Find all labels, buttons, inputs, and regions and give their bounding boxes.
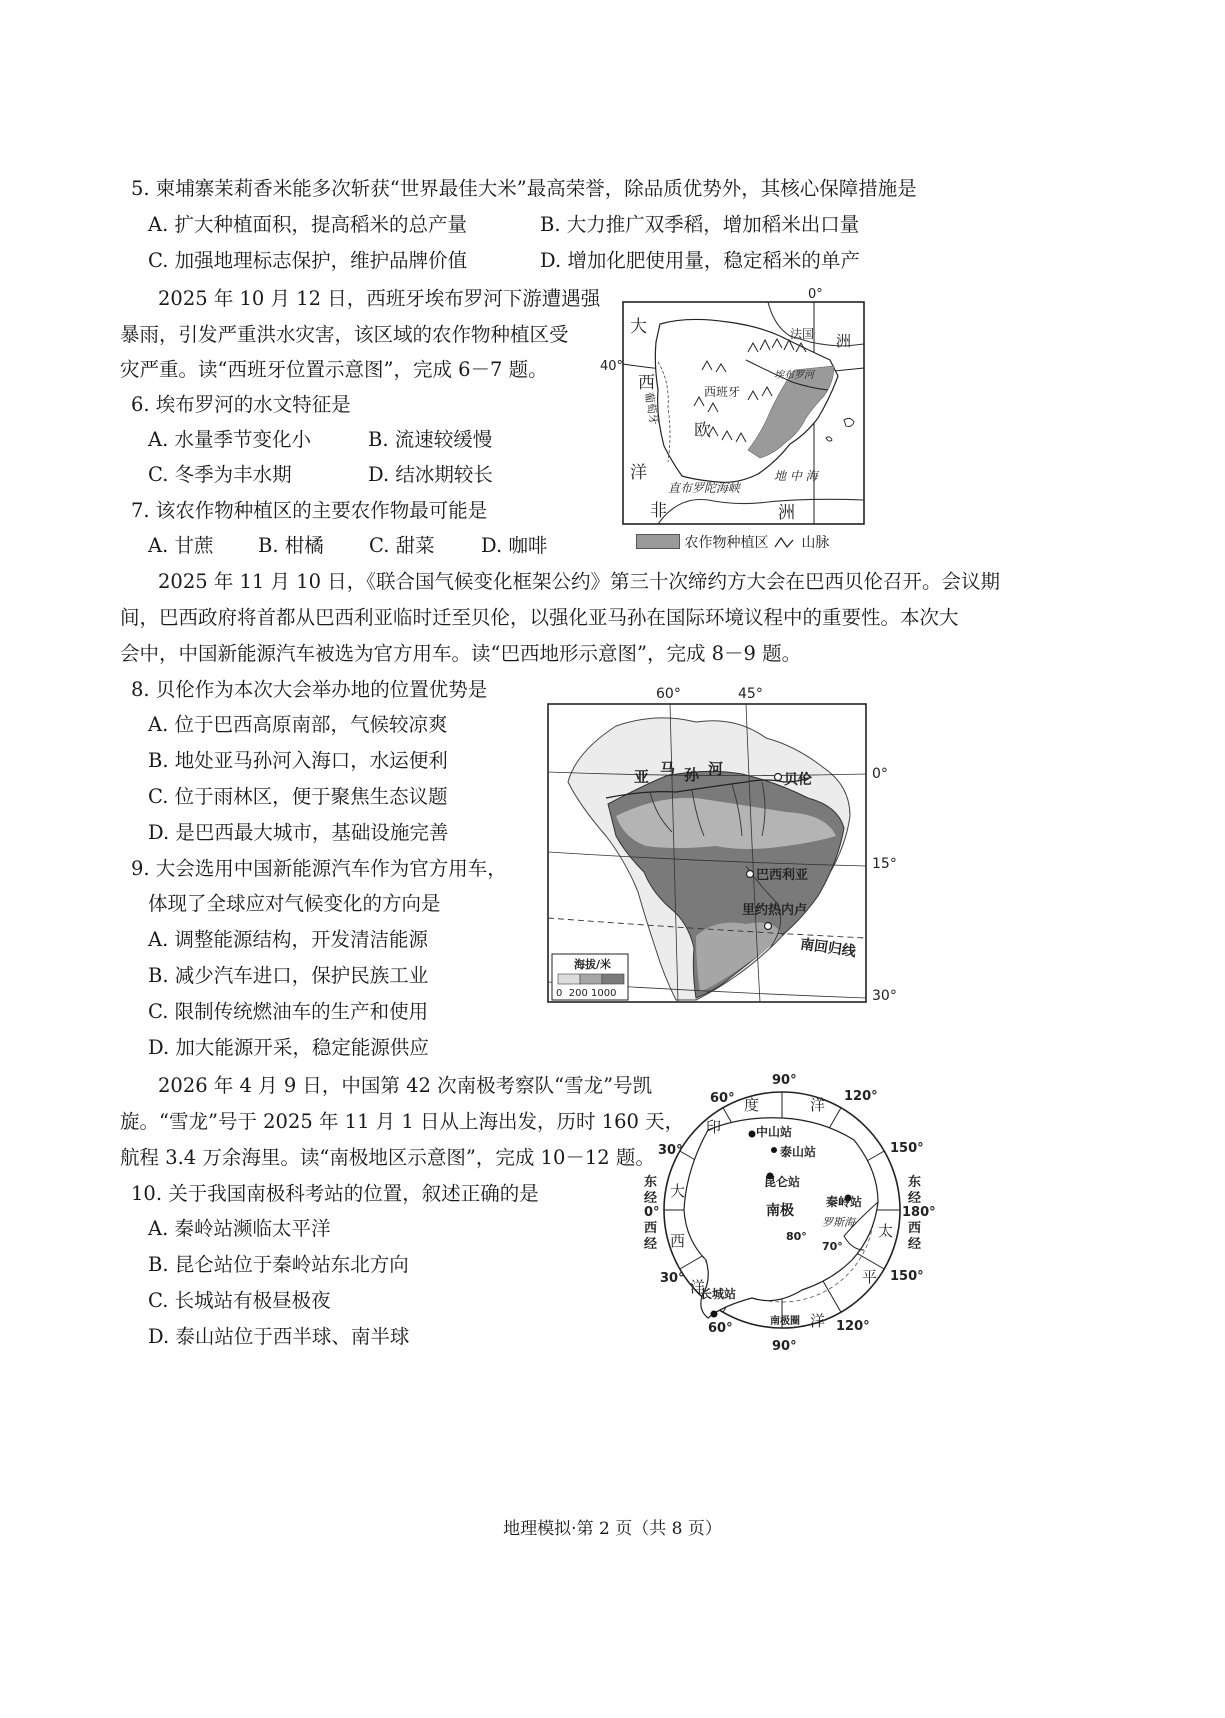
ant-atlantic-2: 西: [670, 1232, 686, 1250]
belem-marker: [775, 774, 782, 781]
ant-deg60-tl: 60°: [710, 1091, 735, 1106]
material1-line3: 灾严重。读“西班牙位置示意图”，完成 6－7 题。: [120, 358, 548, 381]
ant-deg30-bl: 30°: [660, 1271, 685, 1286]
q6-option-d: D. 结冰期较长: [368, 463, 493, 486]
ant-east-long-l2: 经: [644, 1191, 658, 1206]
q10-option-b: B. 昆仑站位于秦岭站东北方向: [148, 1253, 409, 1276]
zhongshan-label: 中山站: [756, 1125, 793, 1139]
spain-atlantic-xi: 西: [638, 373, 655, 393]
tropic-label: 南回归线: [799, 936, 857, 961]
spain-europe-label: 欧: [694, 421, 711, 441]
ant-deg30-l: 30°: [658, 1143, 683, 1158]
elevation-legend: [552, 954, 628, 1000]
material2-line2: 间，巴西政府将首都从巴西利亚临时迁至贝伦，以强化亚马孙在国际环境议程中的重要性。本次大: [120, 606, 959, 629]
material1-line1: 2025 年 10 月 12 日，西班牙埃布罗河下游遭遇强: [158, 287, 601, 310]
q10-stem: 10. 关于我国南极科考站的位置，叙述正确的是: [131, 1182, 539, 1205]
material3-line1: 2026 年 4 月 9 日，中国第 42 次南极考察队“雪龙”号凯: [158, 1074, 653, 1097]
ant-pacific-1: 太: [878, 1222, 894, 1240]
brazil-map: [546, 686, 908, 1006]
page-footer: 地理模拟·第 2 页（共 8 页）: [503, 1519, 722, 1539]
q8-option-b: B. 地处亚马孙河入海口，水运便利: [148, 749, 448, 772]
q10-option-a: A. 秦岭站濒临太平洋: [148, 1217, 331, 1240]
q6-option-b: B. 流速较缓慢: [368, 428, 493, 451]
ant-west-long-l2: 经: [644, 1237, 658, 1252]
legend-mountain-label: 山脉: [801, 535, 830, 551]
q9-option-c: C. 限制传统燃油车的生产和使用: [148, 1000, 429, 1023]
qinling-label: 秦岭站: [826, 1195, 863, 1209]
q8-option-a: A. 位于巴西高原南部，气候较凉爽: [148, 713, 448, 736]
kunlun-label: 昆仑站: [764, 1175, 801, 1189]
elevation-legend-title: 海拔/米: [574, 958, 612, 971]
antarctic-circle-label: 南极圈: [770, 1316, 800, 1327]
q10-option-c: C. 长城站有极昼极夜: [148, 1289, 331, 1312]
spain-atlantic-da: 大: [630, 317, 647, 337]
spain-legend: [636, 534, 829, 552]
q8-stem: 8. 贝伦作为本次大会举办地的位置优势是: [131, 678, 488, 701]
ant-pacific-2: 平: [862, 1268, 878, 1286]
q8-option-c: C. 位于雨林区，便于聚焦生态议题: [148, 785, 448, 808]
ant-atlantic-1: 大: [670, 1182, 686, 1200]
material3-line2: 旋。“雪龙”号于 2025 年 11 月 1 日从上海出发，历时 160 天，: [120, 1110, 685, 1133]
ant-deg180: 180°: [902, 1205, 936, 1220]
amazon-char-4: 河: [708, 760, 724, 778]
ant-west-long-r1: 西: [908, 1221, 922, 1236]
q8-option-d: D. 是巴西最大城市，基础设施完善: [148, 821, 449, 844]
amazon-char-1: 亚: [634, 768, 650, 786]
mountain-icon: [773, 535, 797, 549]
q9-stem-line2: 体现了全球应对气候变化的方向是: [148, 892, 441, 915]
ant-deg90-top: 90°: [772, 1073, 797, 1088]
amazon-char-3: 孙: [684, 766, 700, 784]
q5-option-c: C. 加强地理标志保护，维护品牌价值: [148, 249, 468, 272]
material1-line2: 暴雨，引发严重洪水灾害，该区域的农作物种植区受: [120, 323, 569, 346]
q9-option-a: A. 调整能源结构，开发清洁能源: [148, 928, 428, 951]
brazil-lon45-label: 45°: [738, 686, 763, 702]
ant-east-long-r1: 东: [908, 1175, 922, 1190]
ant-indian-1: 印: [706, 1118, 722, 1136]
legend-crop-label: 农作物种植区: [684, 535, 769, 551]
ant-indian-2: 度: [744, 1096, 760, 1114]
spain-europe-zhou-label: 洲: [836, 332, 852, 350]
ant-west-long-l1: 西: [644, 1221, 658, 1236]
q5-option-b: B. 大力推广双季稻，增加稻米出口量: [540, 213, 860, 236]
q10-option-d: D. 泰山站位于西半球、南半球: [148, 1325, 410, 1348]
crop-area-swatch: [636, 534, 680, 549]
material2-line3: 会中，中国新能源汽车被选为官方用车。读“巴西地形示意图”，完成 8－9 题。: [120, 642, 802, 665]
brasilia-label: 巴西利亚: [756, 868, 809, 883]
ant-atlantic-3: 洋: [690, 1278, 706, 1296]
spain-africa-zhou: 洲: [778, 503, 795, 523]
spain-map: [598, 286, 870, 532]
q6-option-a: A. 水量季节变化小: [148, 428, 311, 451]
amazon-char-2: 马: [660, 760, 676, 778]
ross-sea-label: 罗斯海: [822, 1216, 855, 1229]
ant-pacific-3: 洋: [810, 1312, 826, 1330]
brazil-lon60-label: 60°: [656, 686, 681, 702]
ant-deg150-br: 150°: [890, 1269, 924, 1284]
q5-stem: 5. 柬埔寨茉莉香米能多次斩获“世界最佳大米”最高荣誉，除品质优势外，其核心保障措施是: [131, 177, 917, 200]
south-pole-label: 南极: [766, 1203, 794, 1219]
ant-west-long-r2: 经: [908, 1237, 922, 1252]
rio-marker: [765, 923, 772, 930]
spain-lat40-label: 40°: [600, 359, 624, 374]
q7-option-c: C. 甜菜: [369, 534, 435, 557]
ant-deg60-bl: 60°: [708, 1321, 733, 1336]
q6-stem: 6. 埃布罗河的水文特征是: [131, 393, 351, 416]
spain-africa-fei: 非: [650, 501, 667, 521]
spain-france-label: 法国: [790, 327, 815, 341]
zhongshan-station-marker: [749, 1131, 756, 1138]
q6-option-c: C. 冬季为丰水期: [148, 463, 292, 486]
q5-option-d: D. 增加化肥使用量，稳定稻米的单产: [540, 249, 860, 272]
spain-gibraltar-label: 直布罗陀海峡: [668, 481, 741, 495]
taishan-label: 泰山站: [780, 1145, 817, 1159]
taishan-station-marker: [771, 1147, 777, 1153]
q9-option-d: D. 加大能源开采，稳定能源供应: [148, 1036, 429, 1059]
brazil-lat30-label: 30°: [872, 988, 897, 1004]
changcheng-station-marker: [711, 1311, 718, 1318]
lat80-label: 80°: [786, 1230, 807, 1243]
ant-deg150-r: 150°: [890, 1141, 924, 1156]
ant-east-long-r2: 经: [908, 1191, 922, 1206]
belem-label: 贝伦: [784, 772, 812, 788]
material3-line3: 航程 3.4 万余海里。读“南极地区示意图”，完成 10－12 题。: [120, 1146, 655, 1169]
brazil-lat15-label: 15°: [872, 856, 897, 872]
brasilia-marker: [747, 871, 754, 878]
changcheng-label: 长城站: [700, 1287, 737, 1301]
spain-mediterranean-label: 地 中 海: [774, 469, 818, 483]
spain-country-label: 西班牙: [704, 385, 741, 399]
q7-option-d: D. 咖啡: [481, 534, 548, 557]
q9-option-b: B. 减少汽车进口，保护民族工业: [148, 964, 429, 987]
material2-line1: 2025 年 11 月 10 日，《联合国气候变化框架公约》第三十次缔约方大会在巴西贝伦召开。会议期: [158, 570, 1000, 593]
spain-ebro-label: 埃布罗河: [774, 370, 814, 381]
q5-option-a: A. 扩大种植面积，提高稻米的总产量: [148, 213, 467, 236]
ant-east-long-l1: 东: [644, 1175, 658, 1190]
q9-stem-line1: 9. 大会选用中国新能源汽车作为官方用车，: [131, 857, 507, 880]
elevation-legend-values: 0 200 1000: [556, 988, 617, 999]
ant-zero: 0°: [644, 1205, 660, 1220]
brazil-lat0-label: 0°: [872, 766, 888, 782]
ant-deg120-tr: 120°: [844, 1089, 878, 1104]
ant-deg120-br: 120°: [836, 1319, 870, 1334]
spain-lon0-label: 0°: [808, 287, 823, 302]
spain-portugal-label: 葡萄牙: [642, 391, 661, 426]
lat70-label: 70°: [822, 1240, 843, 1253]
rio-label: 里约热内卢: [742, 903, 808, 918]
spain-atlantic-yang: 洋: [630, 463, 647, 483]
q7-option-a: A. 甘蔗: [148, 534, 214, 557]
ant-deg90-bottom: 90°: [772, 1339, 797, 1354]
ant-indian-3: 洋: [810, 1096, 826, 1114]
antarctic-map: [640, 1070, 940, 1360]
q7-option-b: B. 柑橘: [258, 534, 324, 557]
q7-stem: 7. 该农作物种植区的主要农作物最可能是: [131, 499, 488, 522]
